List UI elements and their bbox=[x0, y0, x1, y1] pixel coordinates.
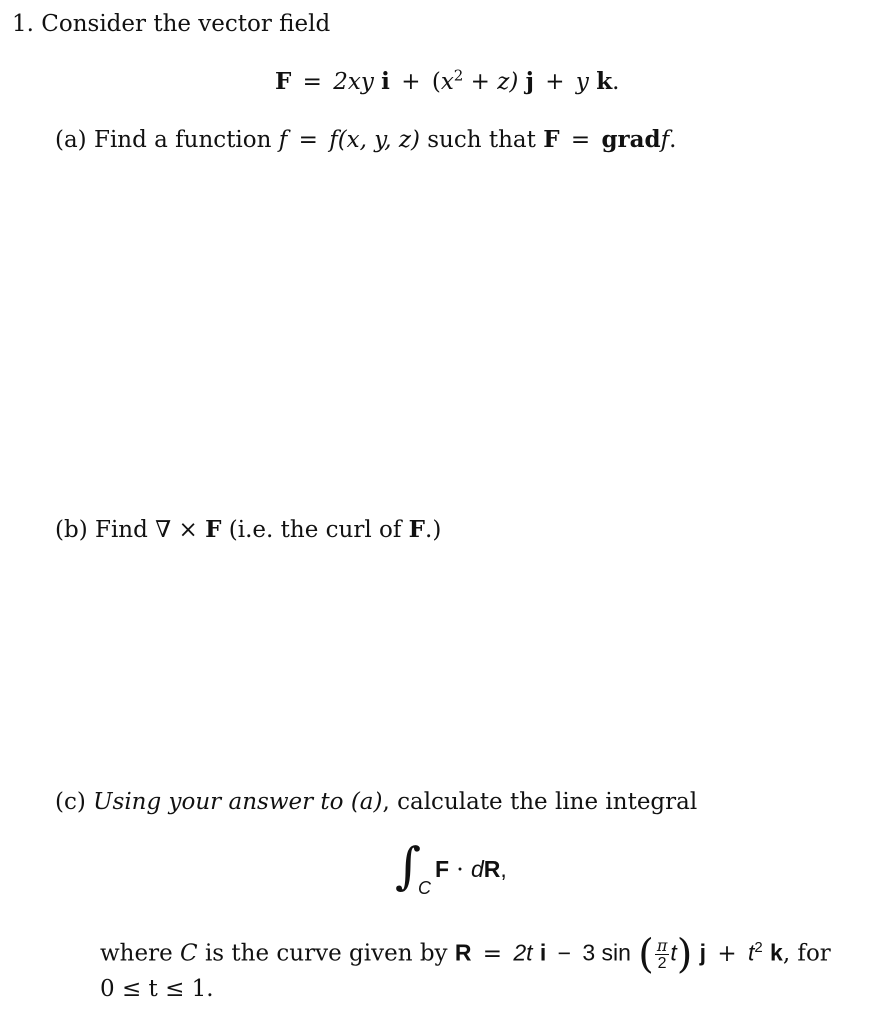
field-end: . bbox=[612, 69, 620, 95]
curve-for: , for bbox=[782, 940, 831, 967]
curve-coef: 3 sin bbox=[582, 939, 631, 966]
field-t2-open: ( bbox=[431, 69, 441, 95]
field-term3: y bbox=[575, 69, 589, 95]
part-b-end: .) bbox=[425, 517, 442, 543]
paren-close: ) bbox=[676, 931, 693, 978]
field-j: j bbox=[525, 68, 534, 95]
field-eq: = bbox=[302, 69, 322, 95]
curve-eq: = bbox=[482, 940, 503, 967]
field-term1: 2xy bbox=[333, 69, 374, 95]
field-lhs: F bbox=[275, 68, 292, 95]
part-a-grad: grad bbox=[601, 126, 661, 153]
range-text: 0 ≤ t ≤ 1. bbox=[100, 976, 214, 1002]
part-b-text2: (i.e. the curl of bbox=[228, 517, 402, 543]
part-b-label: (b) bbox=[55, 517, 88, 543]
fraction-denominator: 2 bbox=[657, 955, 667, 972]
part-a-end: . bbox=[669, 127, 677, 153]
integrand-R: R bbox=[483, 856, 501, 882]
part-a-eq: = bbox=[298, 127, 318, 153]
problem-intro: Consider the vector field bbox=[41, 11, 331, 37]
problem-heading bbox=[12, 10, 330, 38]
fraction-numerator: π bbox=[656, 936, 668, 955]
part-a-text1: Find a function bbox=[93, 127, 272, 153]
integrand-dot: · bbox=[456, 857, 464, 883]
part-a-f2: f bbox=[660, 127, 670, 153]
curve-t2: t bbox=[747, 939, 755, 966]
part-a-f: f bbox=[278, 127, 288, 153]
curve-j: j bbox=[699, 939, 707, 966]
paren-open: ( bbox=[638, 931, 654, 978]
part-a-fxyz: f(x, y, z) bbox=[329, 127, 420, 153]
where-text2: is the curve given by bbox=[204, 940, 448, 967]
part-a-label: (a) bbox=[55, 127, 87, 153]
curve-term1: 2t bbox=[513, 939, 533, 966]
curve-t: t bbox=[670, 939, 677, 966]
line-integral bbox=[395, 837, 555, 906]
part-c-label: (c) bbox=[55, 789, 86, 815]
curve-i: i bbox=[539, 939, 547, 966]
curve-R: R bbox=[454, 939, 472, 966]
curve-description bbox=[100, 931, 831, 978]
integral-subscript: C bbox=[418, 878, 431, 898]
field-i: i bbox=[381, 68, 390, 95]
curve-plus: + bbox=[717, 940, 737, 967]
curve-k: k bbox=[770, 939, 783, 966]
integrand bbox=[435, 856, 507, 883]
field-t2-rest: + z) bbox=[463, 69, 519, 95]
vector-field-equation bbox=[275, 68, 619, 96]
curve-C: C bbox=[180, 940, 198, 967]
field-plus1: + bbox=[401, 69, 421, 95]
part-c bbox=[55, 788, 697, 816]
pi-over-two-fraction bbox=[655, 937, 670, 972]
part-b bbox=[55, 516, 441, 544]
field-x: x bbox=[440, 69, 454, 95]
field-exp2: 2 bbox=[453, 66, 464, 85]
parameter-range bbox=[100, 975, 214, 1003]
part-a-F: F bbox=[543, 126, 560, 153]
part-a-eq2: = bbox=[570, 127, 591, 153]
part-a-text2: such that bbox=[427, 127, 536, 153]
part-c-italic-text: Using your answer to (a) bbox=[93, 789, 383, 815]
integrand-d: d bbox=[471, 856, 484, 882]
curve-minus: − bbox=[557, 939, 572, 966]
field-k: k bbox=[596, 68, 613, 95]
part-b-F: F bbox=[205, 516, 222, 543]
integrand-F: F bbox=[435, 856, 450, 882]
curve-exp2: 2 bbox=[754, 938, 763, 956]
part-a bbox=[55, 126, 676, 154]
field-plus2: + bbox=[545, 69, 565, 95]
part-c-rest-text: , calculate the line integral bbox=[382, 789, 698, 815]
problem-number: 1. bbox=[12, 11, 34, 37]
where-text1: where bbox=[100, 940, 173, 967]
part-b-nabla: ∇ × bbox=[155, 517, 198, 543]
part-b-text1: Find bbox=[94, 517, 148, 543]
integral-sign: ∫ bbox=[395, 837, 422, 895]
part-b-F2: F bbox=[408, 516, 426, 543]
integrand-end: , bbox=[500, 856, 507, 882]
